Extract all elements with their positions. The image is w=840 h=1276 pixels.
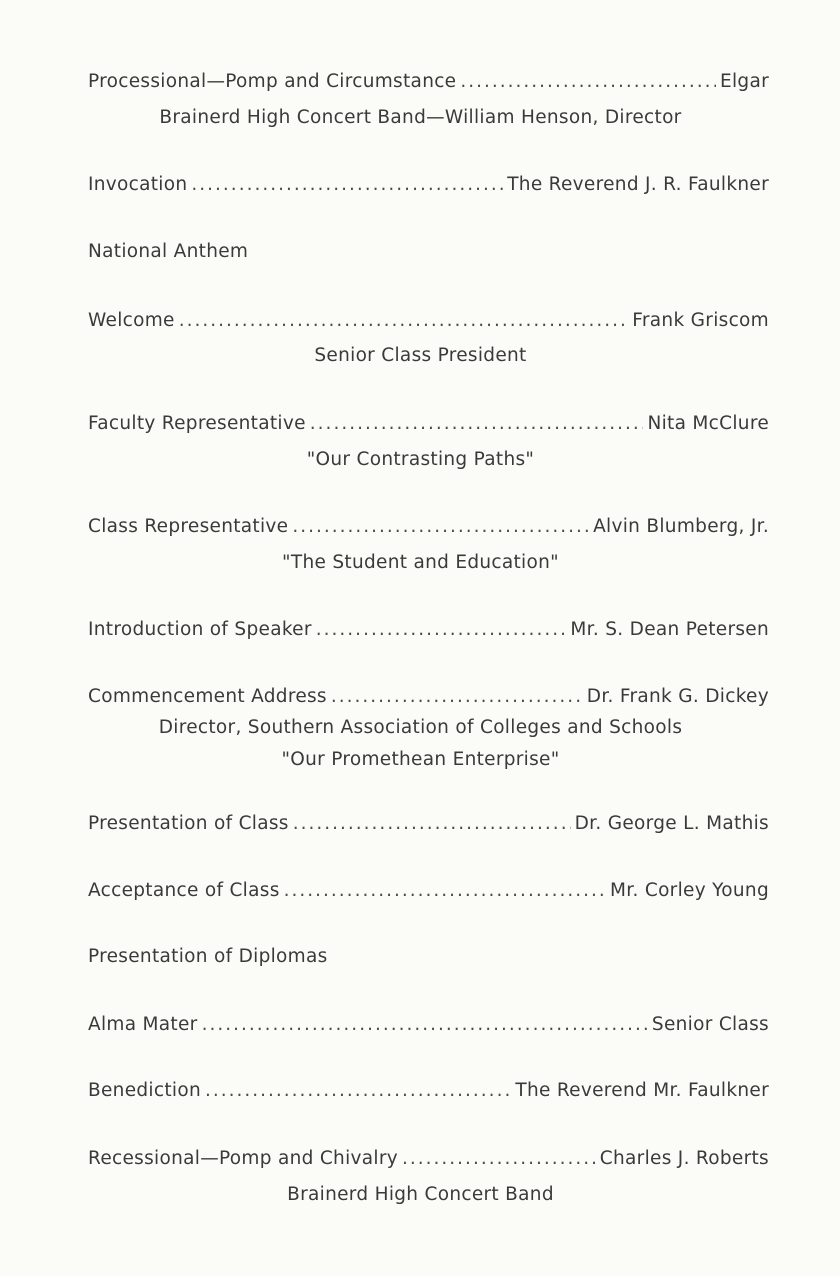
program-item-title: Presentation of Class [88, 813, 289, 834]
program-item-title: Recessional—Pomp and Chivalry [88, 1148, 399, 1169]
leader-dots [179, 309, 629, 333]
program-item-processional [88, 70, 769, 94]
program-item-person: Mr. Corley Young [610, 880, 769, 901]
program-item-recessional [88, 1147, 769, 1171]
program-item-person: Nita McClure [647, 413, 769, 434]
leader-dots [460, 70, 716, 94]
program-item-person: Charles J. Roberts [599, 1148, 769, 1169]
program-item-faculty-representative [88, 412, 769, 436]
program-item-national-anthem [88, 240, 769, 264]
leader-dots [293, 812, 571, 836]
program-item-subtitle: "Our Contrasting Paths" [306, 449, 535, 470]
program-item-person: The Reverend J. R. Faulkner [507, 174, 769, 195]
program-item-person: Dr. George L. Mathis [574, 813, 769, 834]
program-item-person: Alvin Blumberg, Jr. [593, 516, 769, 537]
leader-dots [191, 173, 503, 197]
program-item-subtitle: "Our Promethean Enterprise" [281, 749, 560, 770]
program-item-title: Class Representative [88, 516, 289, 537]
program-item-presentation-of-class [88, 812, 769, 836]
program-item-alma-mater [88, 1013, 769, 1037]
program-item-benediction [88, 1079, 769, 1103]
program-item-title: Introduction of Speaker [88, 619, 312, 640]
program-item-title: Processional—Pomp and Circumstance [88, 71, 457, 92]
program-item-invocation [88, 173, 769, 197]
program-item-class-representative [88, 515, 769, 539]
program-item-subtitle: Brainerd High Concert Band—William Henson, Director [159, 107, 682, 128]
leader-dots [202, 1013, 648, 1037]
program-item-acceptance-of-class [88, 879, 769, 903]
program-item-title: Benediction [88, 1080, 201, 1101]
program-item-person: Elgar [719, 71, 769, 92]
program-item-introduction-of-speaker [88, 618, 769, 642]
program-item-person: Dr. Frank G. Dickey [586, 686, 769, 707]
leader-dots [205, 1079, 511, 1103]
program-item-person: Senior Class [651, 1014, 769, 1035]
leader-dots [292, 515, 589, 539]
program-item-title: Acceptance of Class [88, 880, 280, 901]
program-item-title: Alma Mater [88, 1014, 198, 1035]
program-item-commencement-address [88, 685, 769, 709]
program-item-subtitle: Senior Class President [314, 345, 527, 366]
program-item-title: Commencement Address [88, 686, 327, 707]
program-item-title: Presentation of Diplomas [88, 946, 328, 967]
leader-dots [310, 412, 644, 436]
program-item-person: The Reverend Mr. Faulkner [515, 1080, 769, 1101]
program-item-title: Welcome [88, 310, 175, 331]
leader-dots [284, 879, 606, 903]
leader-dots [402, 1147, 596, 1171]
program-item-title: Invocation [88, 174, 188, 195]
program-item-welcome [88, 309, 769, 333]
program-item-person: Mr. S. Dean Petersen [570, 619, 769, 640]
program-item-person: Frank Griscom [632, 310, 769, 331]
program-item-subtitle: Brainerd High Concert Band [287, 1184, 554, 1205]
program-item-subtitle: Director, Southern Association of Colleges and Schools [158, 717, 683, 738]
program-item-presentation-of-diplomas [88, 945, 769, 969]
leader-dots [331, 685, 583, 709]
leader-dots [316, 618, 567, 642]
program-item-subtitle: "The Student and Education" [282, 552, 559, 573]
program-item-title: National Anthem [88, 241, 249, 262]
program-item-title: Faculty Representative [88, 413, 306, 434]
